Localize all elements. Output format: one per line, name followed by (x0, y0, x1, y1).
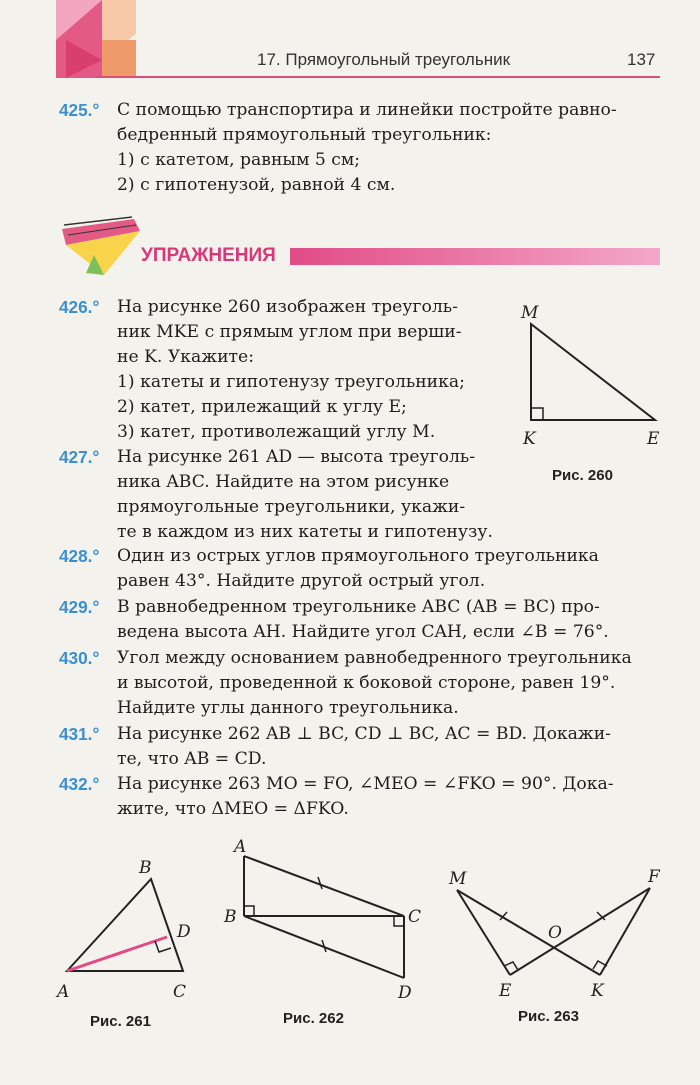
task-number: 425.° (59, 100, 100, 120)
task-number: 431.° (59, 724, 100, 744)
task-line: В равнобедренном треугольнике ABC (AB = BC) про- (117, 597, 600, 617)
right-angle-mark-b (244, 906, 254, 916)
chapter-title: 17. Прямоугольный треугольник (257, 50, 511, 69)
task-line: 2) с гипотенузой, равной 4 см. (117, 175, 396, 195)
task-line: 3) катет, противолежащий углу M. (117, 422, 436, 442)
task-line: Угол между основанием равнобедренного треугольника (117, 648, 632, 668)
segment-me (457, 890, 510, 975)
task-line: и высотой, проведенной к боковой стороне, равен 19°. (117, 673, 616, 693)
task-line: На рисунке 261 AD — высота треуголь- (117, 447, 476, 467)
header-rule (96, 76, 660, 78)
corner-decoration (56, 0, 136, 78)
segment-ac (244, 856, 404, 916)
triangle-abc (67, 879, 183, 971)
task-429 (59, 595, 609, 645)
section-bar (290, 248, 660, 265)
figure-260 (515, 298, 665, 458)
right-angle-mark (155, 941, 171, 952)
task-line: те, что AB = CD. (117, 749, 267, 769)
task-number: 427.° (59, 447, 100, 467)
section-title: УПРАЖНЕНИЯ (141, 245, 276, 266)
task-line: равен 43°. Найдите другой острый угол. (117, 571, 486, 591)
vertex-label-b: B (139, 858, 152, 878)
task-431 (59, 722, 611, 772)
task-426 (59, 295, 465, 445)
vertex-label-a: A (234, 837, 247, 857)
figure-262 (222, 836, 432, 1006)
right-angle-mark-c (394, 916, 404, 926)
task-line: ник MKE с прямым углом при верши- (117, 322, 462, 342)
task-line: На рисунке 263 MO = FO, ∠MEO = ∠FKO = 90°. Дока- (117, 774, 614, 794)
task-line: ведена высота AH. Найдите угол CAH, если ∠B = 76°. (117, 622, 609, 642)
task-line: 2) катет, прилежащий к углу E; (117, 397, 407, 417)
vertex-label-k: K (523, 429, 536, 449)
caption-261: Рис. 261 (90, 1013, 151, 1030)
vertex-label-f: F (648, 867, 660, 887)
task-line: На рисунке 260 изображен треуголь- (117, 297, 458, 317)
vertex-label-d: D (177, 922, 191, 942)
task-number: 432.° (59, 774, 100, 794)
segment-fk (600, 888, 650, 975)
task-line: бедренный прямоугольный треугольник: (117, 125, 492, 145)
vertex-label-k: K (591, 981, 604, 1001)
task-427 (59, 445, 493, 545)
vertex-label-e: E (647, 429, 660, 449)
task-432 (59, 772, 614, 822)
task-line: 1) с катетом, равным 5 см; (117, 150, 361, 170)
vertex-label-e: E (499, 981, 512, 1001)
figure-263 (445, 862, 670, 1012)
task-line: жите, что ΔMEO = ΔFKO. (117, 799, 349, 819)
task-line: те в каждом из них катеты и гипотенузу. (117, 522, 493, 542)
task-line: Один из острых углов прямоугольного треугольника (117, 546, 599, 566)
task-number: 426.° (59, 297, 100, 317)
task-number: 428.° (59, 546, 100, 566)
figure-261 (55, 855, 205, 1005)
vertex-label-c: C (408, 907, 422, 927)
triangle-mke (531, 324, 655, 420)
vertex-label-m: M (521, 303, 539, 323)
task-line: Найдите углы данного треугольника. (117, 698, 459, 718)
ruler-set-icon (56, 215, 142, 279)
task-line: прямоугольные треугольники, укажи- (117, 497, 466, 517)
task-line: ника ABC. Найдите на этом рисунке (117, 472, 450, 492)
caption-260: Рис. 260 (552, 467, 613, 484)
caption-263: Рис. 263 (518, 1008, 579, 1025)
vertex-label-m: M (449, 869, 467, 889)
task-428 (59, 544, 599, 594)
task-line: не K. Укажите: (117, 347, 255, 367)
vertex-label-o: O (548, 923, 562, 943)
right-angle-mark (531, 408, 543, 420)
task-line: 1) катеты и гипотенузу треугольника; (117, 372, 465, 392)
page-number: 137 (627, 50, 656, 69)
vertex-label-b: B (224, 907, 237, 927)
task-430 (59, 646, 632, 721)
vertex-label-a: A (57, 982, 70, 1002)
caption-262: Рис. 262 (283, 1010, 344, 1027)
task-number: 430.° (59, 648, 100, 668)
vertex-label-d: D (398, 983, 412, 1003)
task-line: С помощью транспортира и линейки постройте равно- (117, 100, 617, 120)
task-425 (59, 98, 617, 198)
task-number: 429.° (59, 597, 100, 617)
task-line: На рисунке 262 AB ⊥ BC, CD ⊥ BC, AC = BD. Докажи- (117, 724, 611, 744)
vertex-label-c: C (173, 982, 187, 1002)
